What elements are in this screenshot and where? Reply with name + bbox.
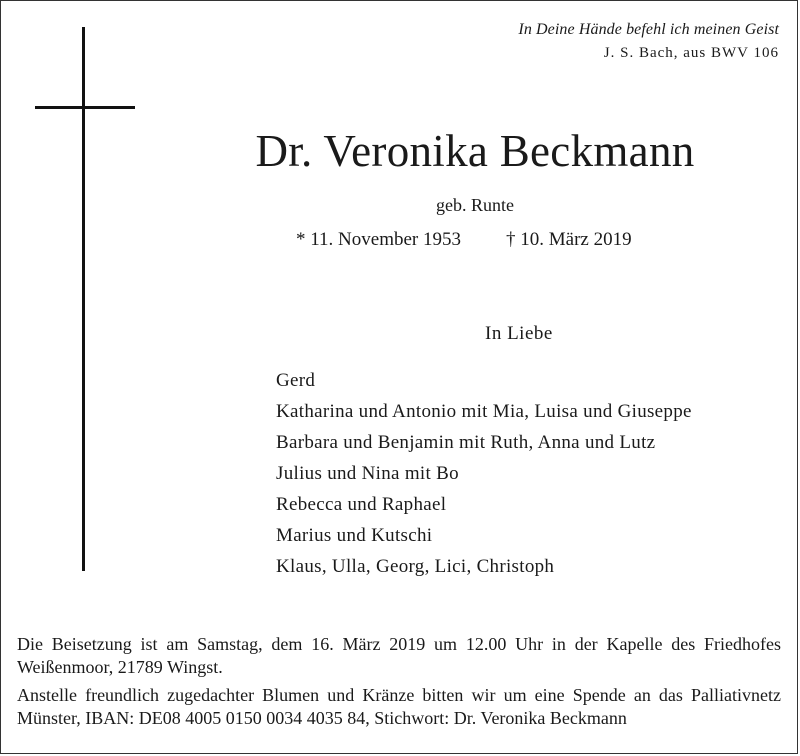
- birth-name: geb. Runte: [436, 195, 514, 215]
- death-date: † 10. März 2019: [506, 229, 632, 250]
- list-item: Rebecca und Raphael: [276, 494, 447, 515]
- footer-notices: [17, 633, 781, 730]
- list-item: Marius und Kutschi: [276, 525, 433, 546]
- donation-notice: Anstelle freundlich zugedachter Blumen und Kränze bitten wir um eine Spende an das Palliativnetz Münster, IBAN: DE08 4005 0150 0034 4035 84, Stichwort: Dr. Veronika Beckmann: [17, 685, 781, 728]
- list-item: Julius und Nina mit Bo: [276, 463, 459, 484]
- life-dates: [296, 227, 632, 253]
- birth-date: * 11. November 1953: [296, 229, 461, 250]
- list-item: Katharina und Antonio mit Mia, Luisa und Giuseppe: [276, 401, 692, 422]
- motto-source: J. S. Bach, aus BWV 106: [603, 45, 779, 61]
- motto-quote: In Deine Hände befehl ich meinen Geist: [518, 21, 779, 38]
- deceased-name: Dr. Veronika Beckmann: [255, 126, 695, 176]
- cross-horizontal-bar: [35, 106, 135, 109]
- burial-notice: Die Beisetzung ist am Samstag, dem 16. März 2019 um 12.00 Uhr in der Kapelle des Friedhofes Weißenmoor, 21789 Wingst.: [17, 634, 781, 677]
- mourners-list: [276, 365, 692, 582]
- list-item: Barbara und Benjamin mit Ruth, Anna und Lutz: [276, 432, 656, 453]
- list-item: Gerd: [276, 370, 316, 391]
- cross-icon: [35, 27, 135, 571]
- list-item: Klaus, Ulla, Georg, Lici, Christoph: [276, 556, 555, 577]
- motto: [518, 19, 779, 65]
- mourners-intro: In Liebe: [485, 323, 553, 344]
